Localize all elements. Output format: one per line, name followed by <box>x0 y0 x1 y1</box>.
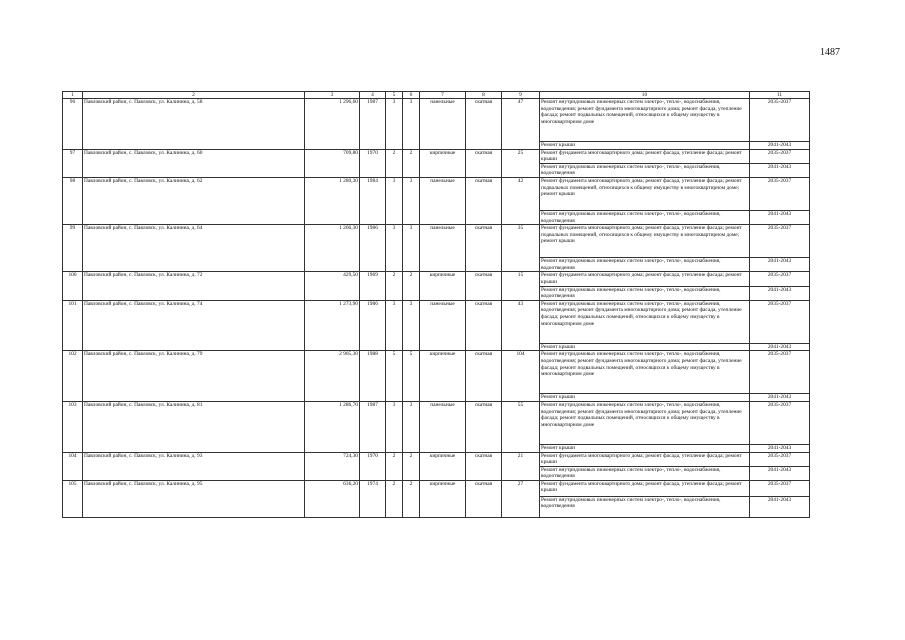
floors-cell: 2 <box>386 272 403 300</box>
row-number: 103 <box>63 401 83 452</box>
floors-cell: 3 <box>386 300 403 351</box>
entrances-cell: 5 <box>403 351 420 402</box>
floors-cell: 2 <box>386 149 403 177</box>
row-number: 96 <box>63 99 83 150</box>
column-header: 3 <box>305 92 360 99</box>
period-cell: 2041-2043 <box>750 496 810 517</box>
year-cell: 1969 <box>360 272 386 300</box>
roof-type-cell: скатная <box>466 272 502 300</box>
wear-cell: 42 <box>502 177 540 224</box>
period-cell: 2035-2037 <box>750 351 810 394</box>
table-row <box>63 99 810 142</box>
period-cell: 2041-2043 <box>750 163 810 177</box>
row-number: 99 <box>63 225 83 272</box>
period-cell: 2041-2043 <box>750 210 810 224</box>
works-cell: Ремонт крыши <box>540 394 750 402</box>
address-cell: Павловский район, с. Павловск, ул. Калинина, д. 81 <box>83 401 305 452</box>
area-cell: 1 296,60 <box>305 99 360 150</box>
year-cell: 1988 <box>360 351 386 402</box>
works-cell: Ремонт фундамента многоквартирного дома; ремонт фасада, утепление фасада; ремонт крыши <box>540 149 750 163</box>
area-cell: 1 273,90 <box>305 300 360 351</box>
row-number: 98 <box>63 177 83 224</box>
roof-type-cell: скатная <box>466 149 502 177</box>
works-cell: Ремонт внутридомовых инженерных систем электро-, тепло-, водоснабжения, водоотведения <box>540 466 750 480</box>
roof-type-cell: скатная <box>466 401 502 452</box>
area-cell: 429,50 <box>305 272 360 300</box>
period-cell: 2041-2043 <box>750 343 810 351</box>
works-cell: Ремонт внутридомовых инженерных систем электро-, тепло-, водоснабжения, водоотведения; ремонт фундамента многоквартирного дома; ремонт фасада, утепление фасада; ремонт подвальных помещений, относящихся к общему имуществу в многоквартирном доме <box>540 300 750 343</box>
year-cell: 1986 <box>360 225 386 272</box>
column-header: 1 <box>63 92 83 99</box>
table-row <box>63 480 810 496</box>
works-cell: Ремонт фундамента многоквартирного дома; ремонт фасада, утепление фасада; ремонт крыши <box>540 452 750 466</box>
period-cell: 2035-2037 <box>750 99 810 142</box>
table-row <box>63 149 810 163</box>
period-cell: 2041-2043 <box>750 142 810 150</box>
period-cell: 2035-2037 <box>750 225 810 258</box>
column-header: 9 <box>502 92 540 99</box>
period-cell: 2035-2037 <box>750 480 810 496</box>
floors-cell: 2 <box>386 452 403 480</box>
table-row <box>63 401 810 444</box>
period-cell: 2035-2037 <box>750 177 810 210</box>
roof-type-cell: скатная <box>466 99 502 150</box>
address-cell: Павловский район, с. Павловск, ул. Калинина, д. 79 <box>83 351 305 402</box>
entrances-cell: 3 <box>403 177 420 224</box>
column-header: 8 <box>466 92 502 99</box>
address-cell: Павловский район, с. Павловск, ул. Калинина, д. 60 <box>83 149 305 177</box>
column-header: 11 <box>750 92 810 99</box>
wall-material-cell: панельные <box>420 225 466 272</box>
wear-cell: 55 <box>502 401 540 452</box>
table-row <box>63 225 810 258</box>
entrances-cell: 2 <box>403 272 420 300</box>
works-cell: Ремонт фундамента многоквартирного дома; ремонт фасада, утепление фасада; ремонт крыши <box>540 272 750 286</box>
row-number: 97 <box>63 149 83 177</box>
year-cell: 1970 <box>360 452 386 480</box>
wall-material-cell: кирпичные <box>420 351 466 402</box>
works-cell: Ремонт внутридомовых инженерных систем электро-, тепло-, водоснабжения, водоотведения; ремонт фундамента многоквартирного дома; ремонт фасада, утепление фасада; ремонт подвальных помещений, относящихся к общему имуществу в многоквартирном доме <box>540 351 750 394</box>
wall-material-cell: кирпичные <box>420 149 466 177</box>
wear-cell: 35 <box>502 225 540 272</box>
entrances-cell: 3 <box>403 401 420 452</box>
year-cell: 1970 <box>360 149 386 177</box>
works-cell: Ремонт внутридомовых инженерных систем электро-, тепло-, водоснабжения, водоотведения <box>540 496 750 517</box>
entrances-cell: 3 <box>403 300 420 351</box>
entrances-cell: 3 <box>403 99 420 150</box>
wear-cell: 15 <box>502 272 540 300</box>
column-header: 10 <box>540 92 750 99</box>
period-cell: 2041-2043 <box>750 394 810 402</box>
column-header: 5 <box>386 92 403 99</box>
table-body <box>63 99 810 518</box>
works-cell: Ремонт внутридомовых инженерных систем электро-, тепло-, водоснабжения, водоотведения; ремонт фундамента многоквартирного дома; ремонт фасада, утепление фасада; ремонт подвальных помещений, относящихся к общему имуществу в многоквартирном доме <box>540 401 750 444</box>
works-cell: Ремонт внутридомовых инженерных систем электро-, тепло-, водоснабжения, водоотведения; ремонт фундамента многоквартирного дома; ремонт фасада, утепление фасада; ремонт подвальных помещений, относящихся к общему имуществу в многоквартирном доме <box>540 99 750 142</box>
floors-cell: 3 <box>386 225 403 272</box>
wall-material-cell: панельные <box>420 177 466 224</box>
wear-cell: 25 <box>502 149 540 177</box>
area-cell: 709,80 <box>305 149 360 177</box>
works-cell: Ремонт внутридомовых инженерных систем электро-, тепло-, водоснабжения, водоотведения <box>540 258 750 272</box>
column-header: 4 <box>360 92 386 99</box>
floors-cell: 2 <box>386 480 403 517</box>
table-row <box>63 177 810 210</box>
header-row <box>63 92 810 99</box>
table-row <box>63 272 810 286</box>
period-cell: 2035-2037 <box>750 149 810 163</box>
entrances-cell: 2 <box>403 149 420 177</box>
entrances-cell: 2 <box>403 480 420 517</box>
entrances-cell: 3 <box>403 225 420 272</box>
roof-type-cell: скатная <box>466 480 502 517</box>
works-cell: Ремонт крыши <box>540 142 750 150</box>
address-cell: Павловский район, с. Павловск, ул. Калинина, д. 62 <box>83 177 305 224</box>
works-cell: Ремонт фундамента многоквартирного дома; ремонт фасада, утепление фасада; ремонт крыши <box>540 480 750 496</box>
address-cell: Павловский район, с. Павловск, ул. Калинина, д. 95 <box>83 480 305 517</box>
address-cell: Павловский район, с. Павловск, ул. Калинина, д. 72 <box>83 272 305 300</box>
roof-type-cell: скатная <box>466 351 502 402</box>
capital-repair-table <box>62 91 810 518</box>
wall-material-cell: панельные <box>420 401 466 452</box>
column-header: 6 <box>403 92 420 99</box>
wear-cell: 104 <box>502 351 540 402</box>
works-cell: Ремонт внутридомовых инженерных систем электро-, тепло-, водоснабжения, водоотведения <box>540 210 750 224</box>
wear-cell: 47 <box>502 99 540 150</box>
row-number: 101 <box>63 300 83 351</box>
area-cell: 2 905,30 <box>305 351 360 402</box>
year-cell: 1984 <box>360 177 386 224</box>
works-cell: Ремонт крыши <box>540 444 750 452</box>
period-cell: 2041-2043 <box>750 466 810 480</box>
year-cell: 1974 <box>360 480 386 517</box>
works-cell: Ремонт внутридомовых инженерных систем электро-, тепло-, водоснабжения, водоотведения <box>540 163 750 177</box>
works-cell: Ремонт фундамента многоквартирного дома; ремонт фасада, утепление фасада; ремонт подвальных помещений, относящихся к общему имуществу в многоквартирном доме; ремонт крыши <box>540 177 750 210</box>
area-cell: 1 286,70 <box>305 401 360 452</box>
year-cell: 1986 <box>360 300 386 351</box>
floors-cell: 3 <box>386 99 403 150</box>
address-cell: Павловский район, с. Павловск, ул. Калинина, д. 74 <box>83 300 305 351</box>
row-number: 104 <box>63 452 83 480</box>
period-cell: 2041-2043 <box>750 286 810 300</box>
floors-cell: 3 <box>386 401 403 452</box>
area-cell: 724,30 <box>305 452 360 480</box>
wear-cell: 43 <box>502 300 540 351</box>
wall-material-cell: панельные <box>420 300 466 351</box>
table-row <box>63 300 810 343</box>
period-cell: 2035-2037 <box>750 452 810 466</box>
entrances-cell: 2 <box>403 452 420 480</box>
roof-type-cell: скатная <box>466 225 502 272</box>
roof-type-cell: скатная <box>466 300 502 351</box>
wear-cell: 27 <box>502 480 540 517</box>
address-cell: Павловский район, с. Павловск, ул. Калинина, д. 64 <box>83 225 305 272</box>
works-cell: Ремонт внутридомовых инженерных систем электро-, тепло-, водоснабжения, водоотведения <box>540 286 750 300</box>
area-cell: 1 266,30 <box>305 225 360 272</box>
floors-cell: 3 <box>386 177 403 224</box>
row-number: 105 <box>63 480 83 517</box>
year-cell: 1987 <box>360 99 386 150</box>
table-row <box>63 351 810 394</box>
wall-material-cell: кирпичные <box>420 272 466 300</box>
year-cell: 1987 <box>360 401 386 452</box>
wall-material-cell: кирпичные <box>420 480 466 517</box>
page-number: 1487 <box>820 47 840 58</box>
area-cell: 1 280,30 <box>305 177 360 224</box>
address-cell: Павловский район, с. Павловск, ул. Калинина, д. 58 <box>83 99 305 150</box>
floors-cell: 5 <box>386 351 403 402</box>
works-cell: Ремонт фундамента многоквартирного дома; ремонт фасада, утепление фасада; ремонт подвальных помещений, относящихся к общему имуществу в многоквартирном доме; ремонт крыши <box>540 225 750 258</box>
row-number: 102 <box>63 351 83 402</box>
column-header: 2 <box>83 92 305 99</box>
column-header: 7 <box>420 92 466 99</box>
roof-type-cell: скатная <box>466 177 502 224</box>
roof-type-cell: скатная <box>466 452 502 480</box>
period-cell: 2035-2037 <box>750 401 810 444</box>
works-cell: Ремонт крыши <box>540 343 750 351</box>
wall-material-cell: панельные <box>420 99 466 150</box>
row-number: 100 <box>63 272 83 300</box>
table-row <box>63 452 810 466</box>
wall-material-cell: кирпичные <box>420 452 466 480</box>
period-cell: 2041-2043 <box>750 444 810 452</box>
period-cell: 2035-2037 <box>750 272 810 286</box>
address-cell: Павловский район, с. Павловск, ул. Калинина, д. 93 <box>83 452 305 480</box>
period-cell: 2035-2037 <box>750 300 810 343</box>
area-cell: 636,20 <box>305 480 360 517</box>
wear-cell: 21 <box>502 452 540 480</box>
period-cell: 2041-2043 <box>750 258 810 272</box>
